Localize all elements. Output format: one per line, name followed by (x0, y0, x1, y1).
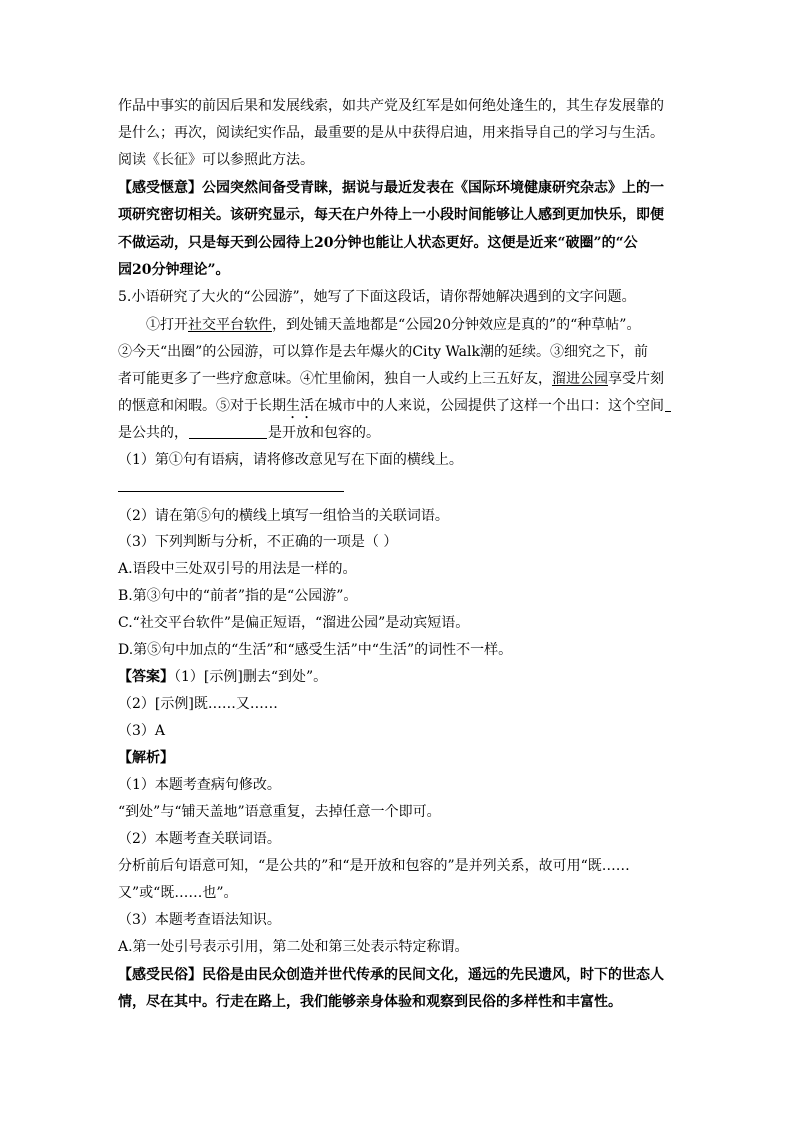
fill-in-blank[interactable] (189, 424, 267, 439)
underlined-phrase-enter-park: 溜进公园 (552, 371, 608, 387)
analysis-line: （3）本题考查语法知识。 (118, 912, 281, 928)
analysis-line: A.第一处引号表示引用，第二处和第三处表示特定称谓。 (118, 939, 469, 955)
passage-line-4: 的惬意和闲暇。⑤对于长期生活在城市中的人来说，公园提供了这样一个出口：这个空间 (118, 397, 672, 422)
sub-question-3: （3）下列判断与分析，不正确的一项是（ ） (118, 534, 398, 550)
insight-park-line-1: 【感受惬意】公园突然间备受青睐，据说与最近发表在《国际环境健康研究杂志》上的一 (118, 180, 664, 196)
answer-line-3: （3）A (118, 723, 166, 739)
trailing-blank (665, 397, 671, 412)
analysis-label: 【解析】 (118, 750, 174, 766)
option-b: B.第③句中的“前者”指的是“公园游”。 (118, 588, 358, 604)
sub-question-1: （1）第①句有语病，请将修改意见写在下面的横线上。 (118, 452, 463, 468)
insight-park-line-3: 不做运动，只是每天到公园待上20分钟也能让人状态更好。这便是近来“破圈”的“公 (118, 235, 638, 251)
passage-line-5: 是公共的， 是开放和包容的。 (118, 425, 380, 441)
analysis-line: （2）本题考查关联词语。 (118, 831, 281, 847)
insight-folk-line-2: 情，尽在其中。行走在路上，我们能够亲身体验和观察到民俗的多样性和丰富性。 (118, 994, 622, 1010)
intro-line-2: 是什么；再次，阅读纪实作品，最重要的是从中获得启迪，用来指导自己的学习与生活。 (118, 125, 664, 141)
analysis-line: （1）本题考查病句修改。 (118, 777, 281, 793)
dotted-word-life: 生活 (286, 398, 314, 414)
option-c: C.“社交平台软件”是偏正短语，“溜进公园”是动宾短语。 (118, 615, 470, 631)
answer-label: 【答案】 (118, 669, 174, 685)
answer-line[interactable] (118, 491, 344, 492)
insight-folk-line-1: 【感受民俗】民俗是由民众创造并世代传承的民间文化，遥远的先民遗风，时下的世态人 (118, 967, 664, 983)
analysis-line: 又”或“既……也”。 (118, 885, 238, 901)
passage-line-2: ②今天“出圈”的公园游，可以算作是去年爆火的City Walk潮的延续。③细究之下，前 (118, 344, 648, 360)
intro-line-3: 阅读《长征》可以参照此方法。 (118, 152, 314, 168)
passage-line-1: ①打开社交平台软件，到处铺天盖地都是“公园20分钟效应是真的”的“种草帖”。 (146, 317, 641, 333)
option-a: A.语段中三处双引号的用法是一样的。 (118, 561, 357, 577)
sub-question-2: （2）请在第⑤句的横线上填写一组恰当的关联词语。 (118, 508, 449, 524)
insight-folk-label: 【感受民俗】 (118, 967, 202, 983)
insight-park-label: 【感受惬意】 (118, 180, 202, 196)
insight-park-line-4: 园20分钟理论”。 (118, 262, 230, 278)
answer-line-1: 【答案】（1）[示例]删去“到处”。 (118, 669, 328, 685)
underlined-phrase-social-app: 社交平台软件 (188, 317, 272, 333)
insight-park-line-2: 项研究密切相关。该研究显示，每天在户外待上一小段时间能够让人感到更加快乐，即便 (118, 207, 664, 223)
intro-line-1: 作品中事实的前因后果和发展线索，如共产党及红军是如何绝处逢生的，其生存发展靠的 (118, 98, 664, 114)
answer-line-2: （2）[示例]既……又…… (118, 696, 278, 712)
passage-line-3: 者可能更多了一些疗愈意味。④忙里偷闲，独自一人或约上三五好友，溜进公园享受片刻 (118, 371, 664, 387)
analysis-line: “到处”与“铺天盖地”语意重复，去掉任意一个即可。 (118, 804, 441, 820)
analysis-line: 分析前后句语意可知，“是公共的”和“是开放和包容的”是并列关系，故可用“既…… (118, 858, 630, 874)
option-d: D.第⑤句中加点的“生活”和“感受生活”中“生活”的词性不一样。 (118, 642, 513, 658)
question-5-stem: 5.小语研究了大火的“公园游”，她写了下面这段话，请你帮她解决遇到的文字问题。 (118, 289, 636, 305)
